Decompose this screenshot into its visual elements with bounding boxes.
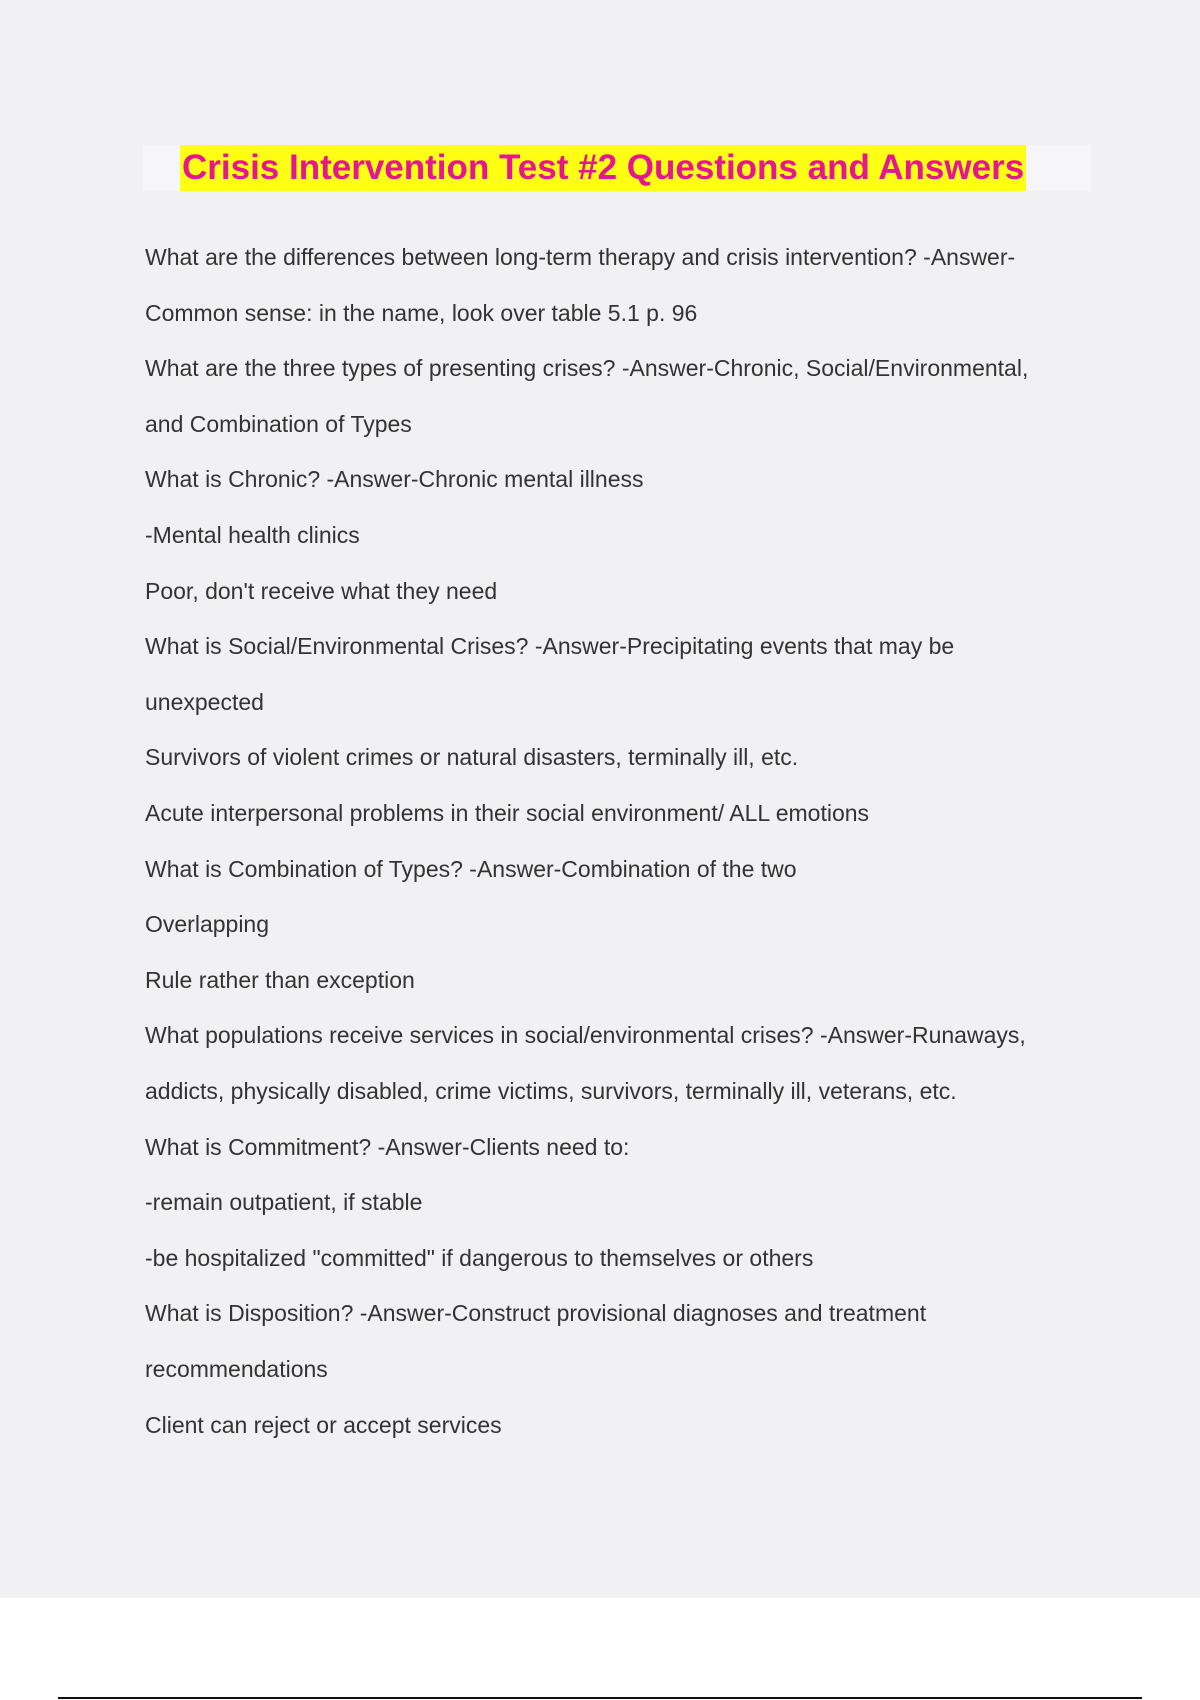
text-line: -be hospitalized "committed" if dangerous to themselves or others: [145, 1245, 814, 1271]
text-line: What is Commitment? -Answer-Clients need to:: [145, 1134, 630, 1160]
text-line: Common sense: in the name, look over table 5.1 p. 96: [145, 300, 698, 326]
text-line: unexpected: [145, 689, 264, 715]
text-line: and Combination of Types: [145, 411, 412, 437]
text-line: What are the three types of presenting crises? -Answer-Chronic, Social/Environmental,: [145, 355, 1029, 381]
text-line: What populations receive services in social/environmental crises? -Answer-Runaways,: [145, 1022, 1026, 1048]
text-line: What are the differences between long-term therapy and crisis intervention? -Answer-: [145, 244, 1016, 270]
text-line: recommendations: [145, 1356, 328, 1382]
text-line: Poor, don't receive what they need: [145, 578, 498, 604]
text-line: Rule rather than exception: [145, 967, 415, 993]
text-line: What is Chronic? -Answer-Chronic mental illness: [145, 466, 644, 492]
text-line: Acute interpersonal problems in their social environment/ ALL emotions: [145, 800, 870, 826]
text-line: -remain outpatient, if stable: [145, 1189, 423, 1215]
text-line: Survivors of violent crimes or natural disasters, terminally ill, etc.: [145, 744, 799, 770]
document-title: Crisis Intervention Test #2 Questions and Answers: [180, 145, 1026, 191]
text-line: Client can reject or accept services: [145, 1412, 502, 1438]
footer-divider: [58, 1697, 1142, 1699]
text-line: -Mental health clinics: [145, 522, 360, 548]
text-line: What is Social/Environmental Crises? -Answer-Precipitating events that may be: [145, 633, 955, 659]
text-line: What is Combination of Types? -Answer-Combination of the two: [145, 856, 797, 882]
text-line: addicts, physically disabled, crime victims, survivors, terminally ill, veterans, etc.: [145, 1078, 957, 1104]
text-line: What is Disposition? -Answer-Construct provisional diagnoses and treatment: [145, 1300, 927, 1326]
text-line: Overlapping: [145, 911, 270, 937]
